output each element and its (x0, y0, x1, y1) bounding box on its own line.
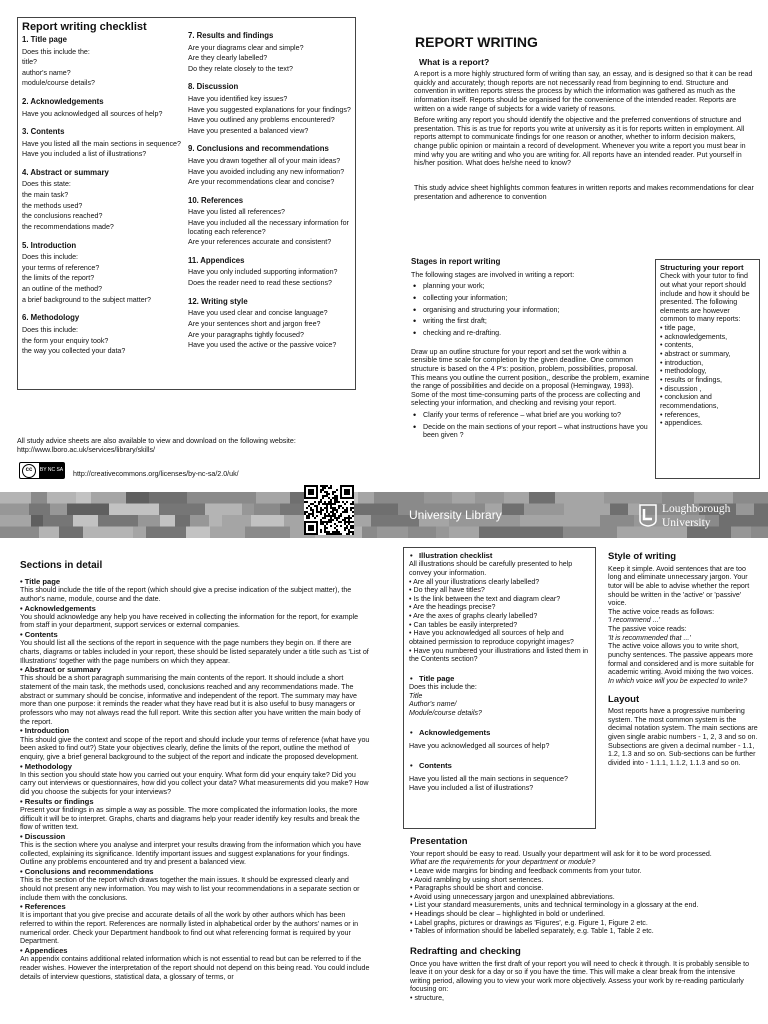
style-section (608, 551, 758, 768)
structuring-item: • abstract or summary, (660, 350, 731, 359)
title-page-heading: • Title page (409, 674, 590, 683)
banner-block (256, 492, 290, 504)
illustration-heading: • Illustration checklist (409, 551, 590, 560)
checklist-section (188, 82, 356, 135)
section-heading: • Results or findings (20, 796, 94, 806)
redrafting-text: Once you have written the first draft of your report you will need to check it through. It is probably sensible to leave it on your desk for a day or so if you have the time. This will make a clear break from the intensive writing period, allowing you to view your work more objectively. Assess your work by re-reading particularly focusing on: (410, 959, 750, 994)
illustration-checklist-box (403, 547, 596, 829)
passive-example: 'It is recommended that ...' (608, 633, 691, 642)
section-heading: • Appendices (20, 946, 68, 955)
checklist-section-heading: 9. Conclusions and recommendations (188, 144, 329, 154)
banner-block (502, 504, 524, 516)
structuring-item: • methodology, (660, 367, 707, 376)
banner-block (138, 515, 160, 527)
checklist-section-heading: 8. Discussion (188, 82, 239, 92)
checklist-section-heading: 4. Abstract or summary (22, 167, 109, 177)
banner-block (634, 492, 662, 504)
checklist-section-heading: 12. Writing style (188, 296, 248, 306)
checklist-item: Have you included all the necessary information for locating each reference? (188, 219, 349, 236)
checklist-section-heading: 5. Introduction (22, 240, 77, 250)
checklist-section (22, 127, 188, 159)
section-text: This should give the context and scope of the report and should include your terms of reference (what have you been asked to find out?) State your objectives clearly, define the limits of the report, outline the method of enquiry, give a brief general background to the subject of the report and indicate the proposed development. (20, 735, 370, 761)
redrafting-last: • structure, (410, 994, 445, 1003)
checklist-section (22, 168, 188, 232)
banner-block (408, 527, 436, 539)
presentation-intro: Your report should be easy to read. Usually your department will ask for it to be word processed. (410, 849, 712, 858)
checklist-section (22, 35, 188, 88)
checklist-item: Have you avoided including any new information? (188, 167, 345, 176)
presentation-question: What are the requirements for your department or module? (410, 858, 596, 867)
banner-block (348, 504, 398, 516)
banner-block (98, 515, 138, 527)
title-page-item: Title (409, 691, 423, 700)
contents-item: Have you included a list of illustrations? (409, 783, 534, 792)
banner-block (520, 515, 571, 527)
logo-line-2: University (662, 517, 711, 530)
banner-block (610, 504, 628, 516)
stages-intro: The following stages are involved in writing a report: (411, 270, 575, 279)
advice-url-link[interactable]: http://www.lboro.ac.uk/services/library/skills/ (17, 445, 155, 454)
checklist-item: Are your sentences short and jargon free? (188, 319, 321, 328)
checklist-item: Have you listed all references? (188, 208, 285, 217)
banner-block (751, 527, 768, 539)
checklist-item: Does this state: (22, 180, 71, 189)
checklist-item: the form your enquiry took? (22, 336, 109, 345)
checklist-section (188, 144, 356, 186)
banner-block (146, 527, 165, 539)
banner-block (733, 492, 757, 504)
sections-detail-heading: Sections in detail (20, 560, 103, 571)
checklist-section (22, 241, 188, 305)
banner-block (43, 515, 73, 527)
intro-text (414, 70, 754, 204)
banner-block (83, 527, 133, 539)
checklist-item: the main task? (22, 191, 69, 200)
banner-block (563, 527, 596, 539)
report-writing-checklist (17, 17, 356, 390)
banner-block (374, 492, 424, 504)
presentation-list (410, 867, 750, 936)
checklist-section-heading: 6. Methodology (22, 313, 80, 323)
checklist-section (188, 256, 356, 288)
title-page-item: Author's name/ (409, 700, 457, 709)
university-library-label: University Library (409, 508, 502, 522)
checklist-section-heading: 10. References (188, 195, 244, 205)
cc-icon: cc (22, 464, 36, 478)
structuring-item: • results or findings, (660, 375, 723, 384)
checklist-item: the way you collected your data? (22, 347, 126, 356)
checklist-item: the recommendations made? (22, 223, 114, 232)
banner-block (160, 515, 175, 527)
university-logo-text (662, 502, 730, 530)
banner-block (31, 492, 47, 504)
checklist-item: Have you outlined any problems encountered? (188, 116, 335, 125)
section-text: In this section you should state how you carried out your enquiry. What form did your enquiry take? Did you carry out interviews or questionnaires, how did you collect your data? What measurements did you make? How did you choose the subjects for your interviews? (20, 770, 369, 797)
presentation-heading: Presentation (410, 836, 468, 847)
style-heading: Style of writing (608, 551, 677, 562)
advice-text: All study advice sheets are also available to view and download on the following website: (17, 437, 296, 445)
section-text: You should list all the sections of the report in sequence with the page numbers they begin on. If there are charts, diagrams or tables included in your report, these should be listed separately under a title such as 'List of Illustrations' together with the page numbers on which they appear. (20, 639, 369, 665)
banner-block (47, 492, 76, 504)
banner-block (205, 504, 242, 516)
page-title: REPORT WRITING (415, 34, 538, 50)
checklist-item: Have you identified key issues? (188, 94, 288, 103)
banner-block (736, 504, 754, 516)
university-logo-icon (638, 503, 658, 527)
checklist-item: Have you acknowledged all sources of help? (22, 109, 163, 118)
intro-paragraph-1: A report is a more highly structured form of writing than say, an essay, and is designed so that it can be read quickly and accurately; though reports are not necessarily read from beginning to end. Structure and convention in written reports stress the process by which the information was gathered as much as the information itself. Reports should be organised for the convenience of the intended reader. Reports are written on a wide range of subjects for a wide variety of reasons. (414, 70, 753, 113)
stages-paragraph: Draw up an outline structure for your report and set the work within a sensible time scale for completion by the given deadline. One common structure is based on the 4 P's: position, problem, possibilities, proposal. This means you outline the current position,, describe the problem, examine the range of possibilities and decide on a proposal (Hemingway, 1993). Some of the most time-consuming parts of the process are collecting and selecting your information, and checking and revising your report. (411, 347, 650, 408)
banner-block (377, 527, 408, 539)
banner-block (159, 504, 205, 516)
section-heading: • Title page (20, 577, 61, 586)
presentation-item: • Paragraphs should be short and concise. (410, 884, 544, 893)
checklist-item: title? (22, 58, 37, 67)
stages-section (411, 257, 651, 450)
creative-commons-badge (19, 462, 65, 479)
illustration-item: • Is the link between the text and diagram clear? (409, 594, 561, 603)
checklist-section (188, 196, 356, 247)
banner-block (242, 504, 254, 516)
checklist-item: author's name? (22, 68, 71, 77)
active-label: The active voice reads as follows: (608, 607, 715, 616)
banner-block (149, 492, 187, 504)
checklist-item: the methods used? (22, 201, 83, 210)
illustration-item: • Are the headings precise? (409, 603, 496, 612)
banner-block (358, 492, 374, 504)
active-example: 'I recommend ...' (608, 616, 660, 625)
checklist-section-heading: 2. Acknowledgements (22, 97, 104, 107)
banner-block (524, 504, 564, 516)
structuring-box (655, 259, 760, 479)
checklist-item: Does the reader need to read these sections? (188, 279, 332, 288)
contents-list (409, 775, 590, 792)
banner-block (251, 515, 284, 527)
section-heading: • Abstract or summary (20, 665, 101, 675)
checklist-item: Have you used clear and concise language? (188, 309, 328, 318)
checklist-item: module/course details? (22, 79, 95, 88)
banner-block (133, 527, 146, 539)
style-text-2: The active voice allows you to write short, punchy sentences. The passive appears more formal and considered and is more suitable for academic writing. Avoid mixing the two voices. (608, 642, 754, 677)
banner-block (222, 515, 251, 527)
checklist-item: Does this include: (22, 253, 78, 262)
illustration-item: • Do they all have titles? (409, 586, 485, 595)
banner-block (31, 515, 43, 527)
qr-code-icon (304, 485, 354, 535)
section-text: It is important that you give precise and accurate details of all the work by other authors which has been referred to within the report. References are normally listed in alphabetical order by the authors' names or in numerical order. Check your Department handbook to find out what referencing format is required by your Department. (20, 911, 359, 946)
passive-label: The passive voice reads: (608, 625, 687, 634)
stages-list-2 (411, 411, 651, 440)
checklist-section-heading: 3. Contents (22, 127, 65, 137)
stages-list (411, 282, 651, 337)
checklist-item: Are your paragraphs tightly focused? (188, 330, 304, 339)
checklist-item: Have you included a list of illustrations? (22, 150, 147, 159)
banner-block (362, 527, 377, 539)
checklist-section-heading: 1. Title page (22, 35, 67, 44)
checklist-item: Have you suggested explanations for your findings? (188, 105, 351, 114)
stage-item: • Decide on the main sections of your report – what instructions have you been given ? (411, 423, 651, 440)
banner-block (209, 515, 222, 527)
banner-block (731, 527, 751, 539)
banner-block (0, 504, 29, 516)
stage-item: • writing the first draft; (411, 317, 651, 326)
structuring-item: • conclusion and recommendations, (660, 393, 719, 410)
illustration-item: • Are the axes of graphs clearly labelled? (409, 612, 538, 621)
logo-line-1: Loughborough (662, 503, 731, 515)
acknowledgements-text: Have you acknowledged all sources of help? (409, 742, 550, 750)
banner-block (186, 527, 210, 539)
sections-detail-body (20, 577, 370, 981)
checklist-item: Do they relate closely to the text? (188, 64, 293, 73)
checklist-section (22, 97, 188, 118)
title-page-item: Module/course details? (409, 709, 482, 718)
banner-block (436, 527, 449, 539)
section-text: This should include the title of the report (which should give a precise indication of the subject matter), the author's name, module, course and the date. (20, 586, 352, 603)
banner-block (475, 492, 504, 504)
checklist-item: your terms of reference? (22, 263, 100, 272)
banner-block (73, 515, 98, 527)
banner-block (187, 492, 218, 504)
banner-block (39, 527, 59, 539)
banner-block (210, 527, 245, 539)
presentation-item: • Headings should be clear – highlighted in bold or underlined. (410, 910, 605, 919)
structuring-item: • title page, (660, 324, 696, 333)
checklist-item: Have you listed all the main sections in sequence? (22, 139, 181, 148)
checklist-item: Are your diagrams clear and simple? (188, 43, 304, 52)
intro-paragraph-2: Before writing any report you should identify the objective and the preferred conventions of structure and presentation. This is as true for reports you write at university as it is for reports written in employment. All reports attempt to communicate findings for one reason or another, whether to inform decision makers, change public opinion or maintain a record of development. Whenever you write a report you must bear in mind why you are writing and who you are writing for. All reports have an intended reader. Put yourself in his/her position. What does he/she need to know? (414, 116, 746, 168)
banner-block (479, 527, 495, 539)
checklist-section (188, 31, 356, 73)
structuring-item: • appendices. (660, 419, 703, 428)
structuring-item: • references, (660, 410, 700, 419)
banner-block (617, 527, 638, 539)
banner-block (91, 492, 126, 504)
section-heading: • Conclusions and recommendations (20, 867, 154, 877)
banner-block (59, 527, 83, 539)
banner-block (218, 492, 256, 504)
checklist-item: Have you drawn together all of your main ideas? (188, 156, 341, 165)
section-text: This is the section of the report which draws together the main issues. It should be expressed clearly and should not present any new information. You may wish to list your recommendations in a separate section or include them with the conclusions. (20, 876, 360, 902)
stage-item: • collecting your information; (411, 294, 651, 303)
redrafting-heading: Redrafting and checking (410, 945, 521, 957)
title-page-list (409, 692, 590, 718)
banner-block (175, 515, 190, 527)
checklist-item: Are your recommendations clear and concise? (188, 178, 335, 187)
banner-block (555, 492, 604, 504)
presentation-item: • Label graphs, pictures or drawings as 'Figures', e.g. Figure 1, Figure 2 etc. (410, 918, 648, 927)
section-text: You should acknowledge any help you have received in collecting the information for the report, for example from staff in your department, support services or external companies. (20, 612, 359, 630)
banner-block (254, 504, 280, 516)
banner-block (165, 527, 186, 539)
banner-block (0, 515, 31, 527)
banner-block (571, 515, 600, 527)
presentation-item: • Avoid using unnecessary jargon and unexplained abbreviations. (410, 892, 615, 901)
presentation-item: • List your standard measurements, units and technical terminology in a glossary at the end. (410, 901, 699, 910)
section-heading: • Methodology (20, 761, 73, 771)
presentation-item: • Tables of information should be labelled separately, e.g. Table 1, Table 2 etc. (410, 927, 654, 936)
banner-block (280, 504, 307, 516)
checklist-item: Are they clearly labelled? (188, 54, 268, 63)
section-text: Present your findings in as simple a way as possible. The more complicated the information looks, the more difficult it will be to interpret. Graphs, charts and diagrams help your reader identify key results and break the flow of written text. (20, 805, 360, 832)
banner-block (757, 492, 768, 504)
style-text: Keep it simple. Avoid sentences that are too long and eliminate unnecessary jargon. Your tutor will be able to advise whether the report should be written in the 'active' or 'passive' voice. (608, 564, 750, 608)
checklist-section-heading: 11. Appendices (188, 255, 245, 265)
stage-item: • organising and structuring your information; (411, 306, 651, 315)
structuring-item: • contents, (660, 341, 694, 350)
checklist-item: Have you presented a balanced view? (188, 126, 309, 135)
banner-block (504, 492, 529, 504)
banner-block (529, 492, 555, 504)
illustration-item: • Have you acknowledged all sources of help and obtained permission to reproduce copyright images? (409, 629, 574, 647)
banner-block (604, 492, 634, 504)
title-page-intro: Does this include the: (409, 683, 477, 692)
checklist-section (188, 297, 356, 350)
banner-block (522, 527, 563, 539)
layout-heading: Layout (608, 693, 640, 705)
advice-note (17, 437, 347, 454)
structuring-heading: Structuring your report (660, 263, 744, 272)
structuring-list (660, 324, 755, 428)
checklist-item: Have you only included supporting information? (188, 268, 338, 277)
checklist-item: Does this include the: (22, 47, 90, 56)
illustration-list (409, 578, 590, 664)
acknowledgements-heading: • Acknowledgements (409, 728, 590, 737)
banner-block (126, 492, 149, 504)
illustration-item: • Have you numbered your illustrations and listed them in the Contents section? (409, 646, 589, 664)
checklist-item: Are your references accurate and consistent? (188, 238, 332, 247)
checklist-section (22, 313, 188, 355)
presentation-item: • Avoid rambling by using short sentences. (410, 875, 544, 884)
banner-block (495, 527, 522, 539)
banner-block (564, 504, 610, 516)
presentation-section (410, 836, 750, 1003)
banner-block (754, 504, 768, 516)
structuring-item: • introduction, (660, 358, 704, 367)
checklist-right-column (188, 31, 356, 359)
section-text: An appendix contains additional related information which is not essential to read but can be referred to if the reader wishes. However the interpretation of the report should not depend on this being read. You could include details of interview questions, statistical data, a glossary of terms, or (20, 955, 370, 981)
structuring-text: Check with your tutor to find out what your report should include and how it should be presented. The following elements are however common to many reports: (660, 272, 750, 324)
banner-block (600, 515, 634, 527)
illustration-intro: All illustrations should be carefully presented to help convey your information. (409, 560, 573, 577)
banner-block (29, 504, 50, 516)
banner-block (452, 492, 475, 504)
stage-item: • checking and re-drafting. (411, 329, 651, 338)
contents-item: Have you listed all the main sections in sequence? (409, 774, 568, 783)
banner-block (50, 504, 67, 516)
illustration-item: • Can tables be easily interpreted? (409, 620, 518, 629)
checklist-item: the limits of the report? (22, 274, 95, 283)
banner-block (0, 492, 31, 504)
section-heading: • Contents (20, 630, 58, 640)
checklist-left-column (22, 35, 188, 365)
banner-block (245, 527, 290, 539)
what-is-report-heading: What is a report? (419, 57, 490, 67)
checklist-item: Does this include: (22, 325, 78, 334)
checklist-item: the conclusions reached? (22, 212, 103, 221)
banner-block (424, 492, 452, 504)
structuring-item: • acknowledgements, (660, 332, 728, 341)
checklist-item: Have you used the active or the passive voice? (188, 341, 337, 350)
cc-url-link[interactable]: http://creativecommons.org/licenses/by-nc-sa/2.0/uk/ (73, 470, 239, 478)
section-text: This should be a short paragraph summarising the main contents of the report. It should include a short statement of the main task, the methods used, conclusions reached and any recommendations made. The abstract or summary should be concise, informative and independent of the report. The summary may have more than one purpose: it reminds the reader what they have read but it is also useful to busy managers or professors who may not always read the full report. Write this section after you have written the main body of the report. (20, 674, 361, 726)
section-text: This is the section where you analyse and interpret your results drawing from the information which you have collected, explaining its significance. Identify important issues and suggest explanations for your findings. Outline any problems encountered and try and present a balanced view. (20, 841, 362, 867)
banner-block (0, 527, 39, 539)
style-question: In which voice will you be expected to write? (608, 676, 748, 685)
presentation-item: • Leave wide margins for binding and feedback comments from your tutor. (410, 866, 642, 875)
checklist-item: an outline of the method? (22, 285, 103, 294)
cc-license-label: BY NC SA (39, 463, 64, 478)
stages-heading: Stages in report writing (411, 257, 501, 266)
section-heading: • Discussion (20, 831, 66, 841)
stage-item: • Clarify your terms of reference – what brief are you working to? (411, 411, 651, 420)
checklist-title: Report writing checklist (22, 21, 147, 33)
intro-paragraph-3: This study advice sheet highlights common features in written reports and makes recommendations for clear presentation and adherence to convention (414, 184, 754, 201)
layout-text: Most reports have a progressive numbering system. The most common system is the decimal notation system. The main sections are given single arabic numbers - 1, 2, 3 and so on. Subsections are given a decimal number - 1.1, 1.2, 1.3 and so on. Sub-sections can be further divided into - 1.1.1, 1.1.2, 1.1.3 and so on. (608, 707, 758, 767)
banner-block (596, 527, 617, 539)
checklist-item: a brief background to the subject matter? (22, 295, 151, 304)
section-heading: • Introduction (20, 726, 70, 736)
illustration-item: • Are all your illustrations clearly labelled? (409, 577, 540, 586)
structuring-item: • discussion , (660, 384, 702, 393)
section-heading: • Acknowledgements (20, 603, 96, 613)
section-heading: • References (20, 902, 66, 912)
banner-block (67, 504, 109, 516)
contents-heading: • Contents (409, 761, 590, 770)
checklist-section-heading: 7. Results and findings (188, 31, 274, 40)
stage-item: • planning your work; (411, 282, 651, 291)
banner-block (76, 492, 91, 504)
banner-block (190, 515, 209, 527)
banner-block (109, 504, 159, 516)
banner-block (449, 527, 479, 539)
